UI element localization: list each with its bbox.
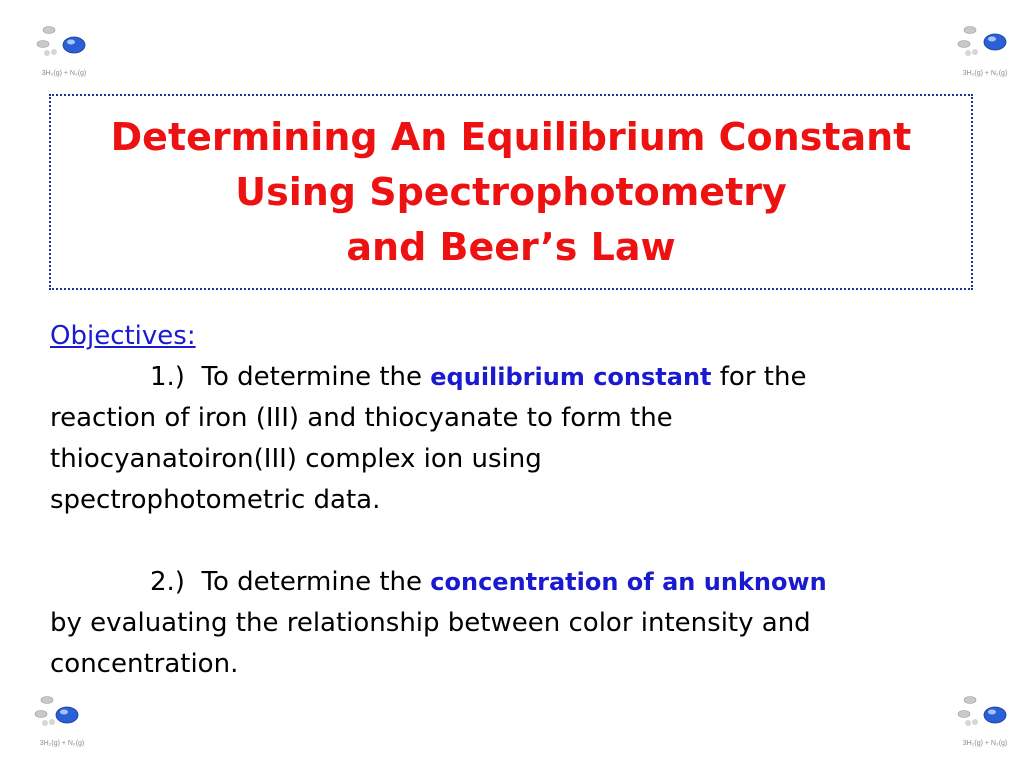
corner-decoration-bottom-right bbox=[950, 692, 1020, 752]
objectives-heading: Objectives: bbox=[50, 321, 196, 351]
objective-1-text-before: To determine the bbox=[201, 362, 431, 392]
objective-2 bbox=[50, 562, 980, 603]
reaction-caption: 3H₂(g) + N₂(g) bbox=[962, 70, 1008, 77]
objective-2-text-before: To determine the bbox=[201, 567, 431, 597]
objective-2-line-3: concentration. bbox=[50, 649, 239, 679]
objective-1-number: 1.) bbox=[150, 362, 202, 392]
objective-2-line-2: by evaluating the relationship between color intensity and bbox=[50, 608, 811, 638]
objective-1-line-4: spectrophotometric data. bbox=[50, 485, 381, 515]
objective-1-line-2: reaction of iron (III) and thiocyanate to form the bbox=[50, 403, 673, 433]
objective-2-number: 2.) bbox=[150, 567, 202, 597]
reaction-caption: 3H₂(g) + N₂(g) bbox=[962, 740, 1008, 747]
objective-2-highlight: concentration of an unknown bbox=[430, 568, 827, 596]
objective-1-highlight: equilibrium constant bbox=[430, 363, 712, 391]
objectives-section bbox=[50, 316, 980, 685]
molecule-icon bbox=[29, 22, 99, 72]
molecule-icon bbox=[950, 22, 1020, 72]
corner-decoration-bottom-left bbox=[27, 692, 97, 752]
objective-1-text-after: for the bbox=[711, 362, 807, 392]
title-line-3: and Beer’s Law bbox=[346, 224, 676, 269]
title-box bbox=[49, 94, 973, 290]
molecule-icon bbox=[950, 692, 1020, 742]
corner-decoration-top-right bbox=[950, 22, 1020, 82]
title-line-2: Using Spectrophotometry bbox=[235, 169, 787, 214]
reaction-caption: 3H₂(g) + N₂(g) bbox=[39, 740, 85, 747]
corner-decoration-top-left bbox=[29, 22, 99, 82]
objective-1 bbox=[50, 357, 980, 398]
title-line-1: Determining An Equilibrium Constant bbox=[110, 114, 912, 159]
molecule-icon bbox=[27, 692, 97, 742]
objective-1-line-3: thiocyanatoiron(III) complex ion using bbox=[50, 444, 542, 474]
reaction-caption: 3H₂(g) + N₂(g) bbox=[41, 70, 87, 77]
